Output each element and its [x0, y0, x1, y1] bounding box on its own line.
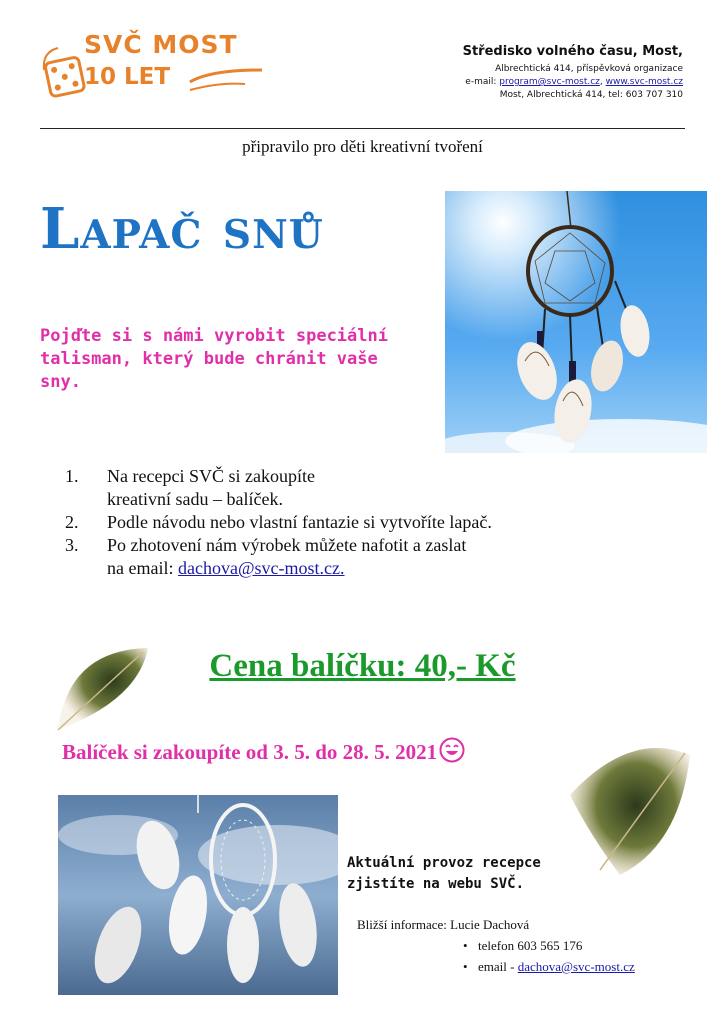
- intro-text: Pojďte si s námi vyrobit speciální talisman, který bude chránit vaše sny.: [40, 326, 388, 392]
- step-text: Podle návodu nebo vlastní fantazie si vytvoříte lapač.: [107, 512, 492, 532]
- contact-phone: telefon 603 565 176: [478, 938, 583, 953]
- bullet-icon: •: [463, 959, 468, 974]
- email-prefix: na email:: [107, 558, 178, 578]
- email-separator: ,: [599, 77, 606, 87]
- contact-list: [463, 935, 635, 977]
- feathers-photo: [58, 795, 338, 995]
- contact-item: [463, 956, 635, 977]
- org-email-line: [463, 76, 683, 89]
- reception-line: zjistíte na webu SVČ.: [347, 876, 525, 892]
- organization-info: [463, 44, 683, 102]
- org-address: Albrechtická 414, příspěvková organizace: [495, 64, 683, 74]
- steps-list: [65, 465, 665, 580]
- contact-label: Bližší informace: Lucie Dachová: [357, 917, 530, 932]
- step-email-link[interactable]: dachova@svc-most.cz.: [177, 558, 345, 578]
- reception-line: Aktuální provoz recepce: [347, 855, 541, 871]
- bullet-icon: •: [463, 938, 468, 953]
- org-contact: Most, Albrechtická 414, tel: 603 707 310: [499, 90, 683, 100]
- step-item: [65, 534, 665, 580]
- contact-item: [463, 935, 635, 956]
- dates-text: Balíček si zakoupíte od 3. 5. do 28. 5. 2021: [62, 740, 438, 764]
- header-divider: [40, 128, 685, 129]
- org-web-link[interactable]: www.svc-most.cz: [605, 77, 683, 87]
- step-text: Po zhotovení nám výrobek můžete nafotit a zaslat: [107, 535, 467, 555]
- purchase-dates: [62, 737, 465, 765]
- dreamcatcher-photo: [445, 191, 707, 453]
- step-text: Na recepci SVČ si zakoupíte: [107, 466, 315, 486]
- reception-note: [347, 853, 541, 895]
- step-number: 3.: [65, 535, 79, 555]
- step-text-cont: [107, 557, 665, 580]
- step-item: [65, 511, 665, 534]
- svc-logo: [40, 30, 270, 112]
- email-label: e-mail:: [465, 77, 500, 87]
- price: Cena balíčku: 40,- Kč: [209, 648, 516, 684]
- logo-text-bottom: 10 LET: [84, 64, 171, 90]
- org-name: Středisko volného času, Most,: [462, 44, 683, 59]
- contact-email-link[interactable]: dachova@svc-most.cz: [517, 959, 635, 974]
- step-item: [65, 465, 665, 511]
- smiley-icon: [439, 737, 465, 763]
- page-title: Lapač snů: [40, 196, 324, 262]
- contact-email-prefix: email -: [478, 959, 518, 974]
- step-number: 1.: [65, 466, 79, 486]
- feather-icon: [560, 735, 700, 885]
- logo-text-top: SVČ MOST: [84, 30, 238, 59]
- step-number: 2.: [65, 512, 79, 532]
- org-email-link[interactable]: program@svc-most.cz: [499, 77, 600, 87]
- subtitle: připravilo pro děti kreativní tvoření: [242, 137, 483, 156]
- step-text-cont: kreativní sadu – balíček.: [107, 489, 283, 509]
